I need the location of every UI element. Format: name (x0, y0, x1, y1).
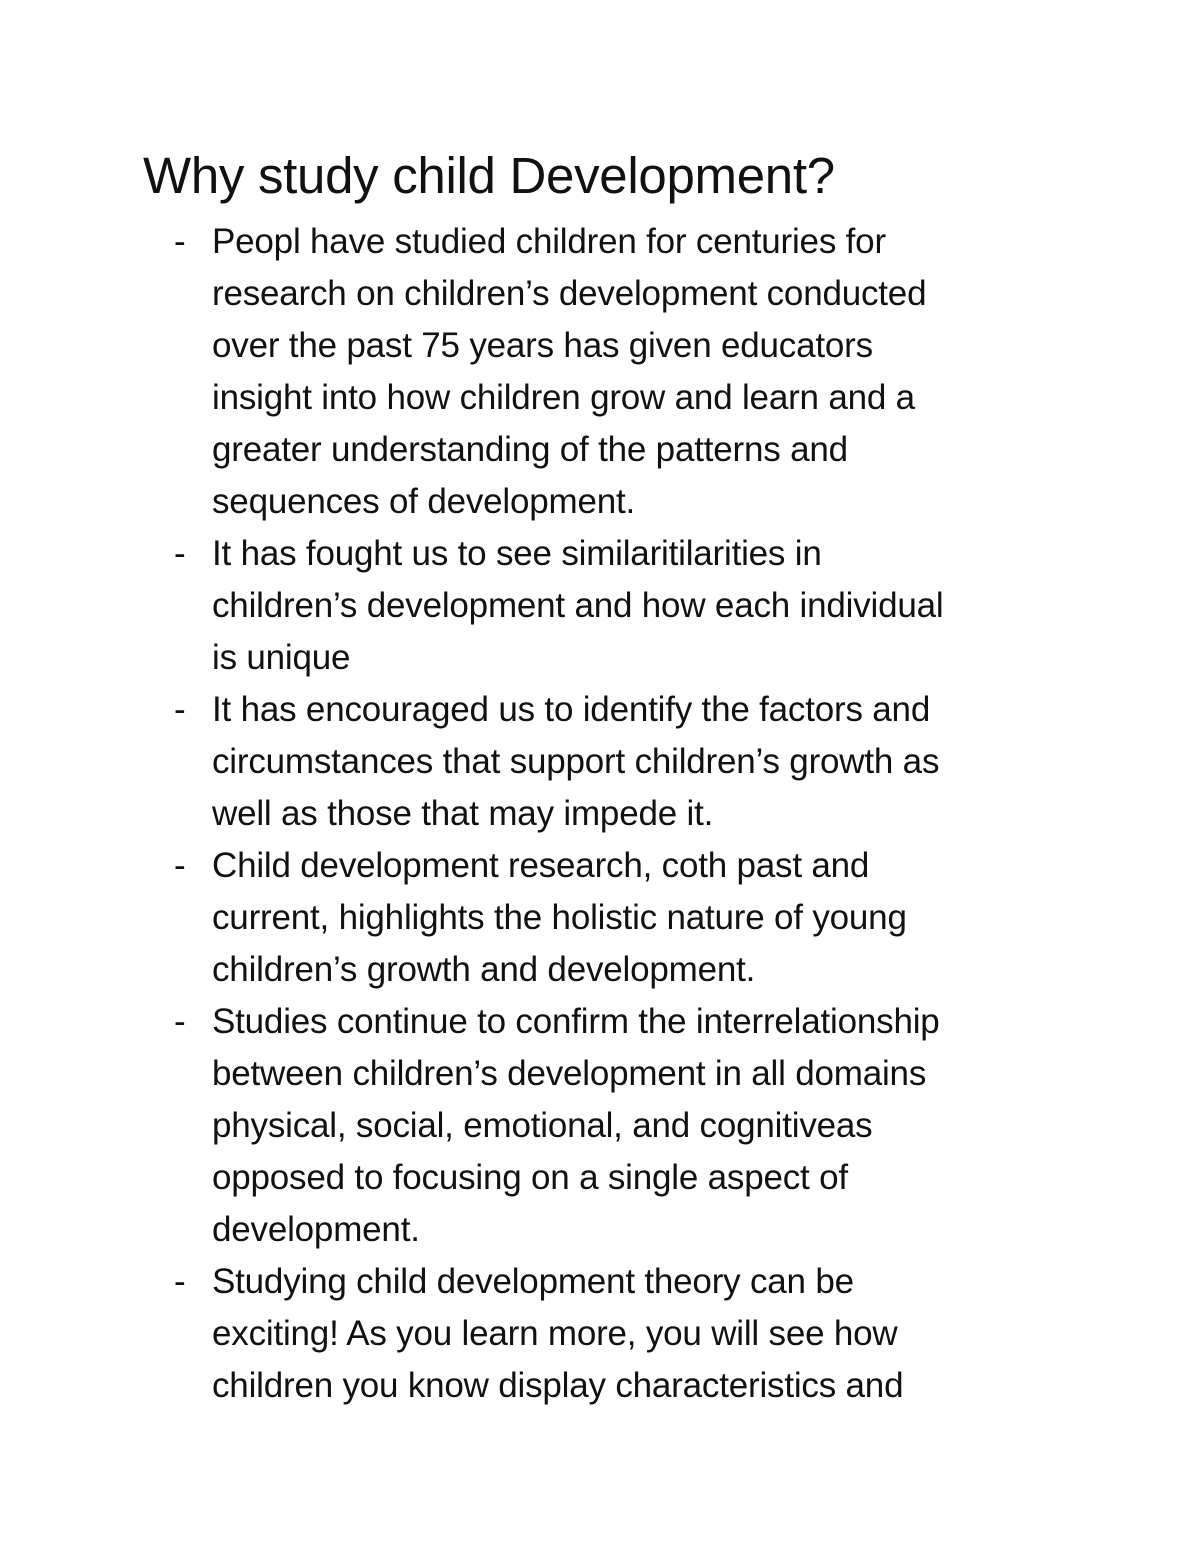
bullet-text-line: between children’s development in all domains (212, 1054, 927, 1093)
bullet-text-line: Peopl have studied children for centuries for (212, 222, 886, 261)
bullet-text-line: insight into how children grow and learn and a (212, 378, 915, 417)
bullet-dash: - (174, 534, 186, 573)
bullet-dash: - (174, 690, 186, 729)
bullet-item (0, 528, 1052, 684)
bullet-item (0, 216, 1052, 528)
bullet-text-line: circumstances that support children’s growth as (212, 742, 940, 781)
bullet-item (0, 1256, 1052, 1412)
bullet-text-line: exciting! As you learn more, you will see how (212, 1314, 898, 1353)
bullet-text-line: over the past 75 years has given educators (212, 326, 873, 365)
bullet-text-line: physical, social, emotional, and cognitiveas (212, 1106, 873, 1145)
bullet-text-line: research on children’s development conducted (212, 274, 927, 313)
bullet-text-line: It has fought us to see similaritilarities in (212, 534, 822, 573)
bullet-text-line: Child development research, coth past and (212, 846, 870, 885)
bullet-text-line: development. (212, 1210, 420, 1249)
bullet-text-line: Studying child development theory can be (212, 1262, 854, 1301)
bullet-text-line: children’s development and how each individual (212, 586, 944, 625)
bullet-text-line: It has encouraged us to identify the factors and (212, 690, 931, 729)
bullet-text-line: current, highlights the holistic nature of young (212, 898, 907, 937)
bullet-item (0, 996, 1052, 1256)
bullet-text-line: children’s growth and development. (212, 950, 756, 989)
bullet-dash: - (174, 222, 186, 261)
bullet-text-line: opposed to focusing on a single aspect of (212, 1158, 848, 1197)
bullet-dash: - (174, 1002, 186, 1041)
bullet-list (0, 216, 1052, 1412)
bullet-text-line: well as those that may impede it. (212, 794, 714, 833)
bullet-item (0, 684, 1052, 840)
bullet-text-line: Studies continue to confirm the interrelationship (212, 1002, 940, 1041)
bullet-item (0, 840, 1052, 996)
bullet-text-line: sequences of development. (212, 482, 636, 521)
bullet-dash: - (174, 1262, 186, 1301)
page-title: Why study child Development? (143, 147, 835, 204)
bullet-text-line: is unique (212, 638, 351, 677)
bullet-dash: - (174, 846, 186, 885)
bullet-text-line: greater understanding of the patterns and (212, 430, 848, 469)
bullet-text-line: children you know display characteristics and (212, 1366, 904, 1405)
